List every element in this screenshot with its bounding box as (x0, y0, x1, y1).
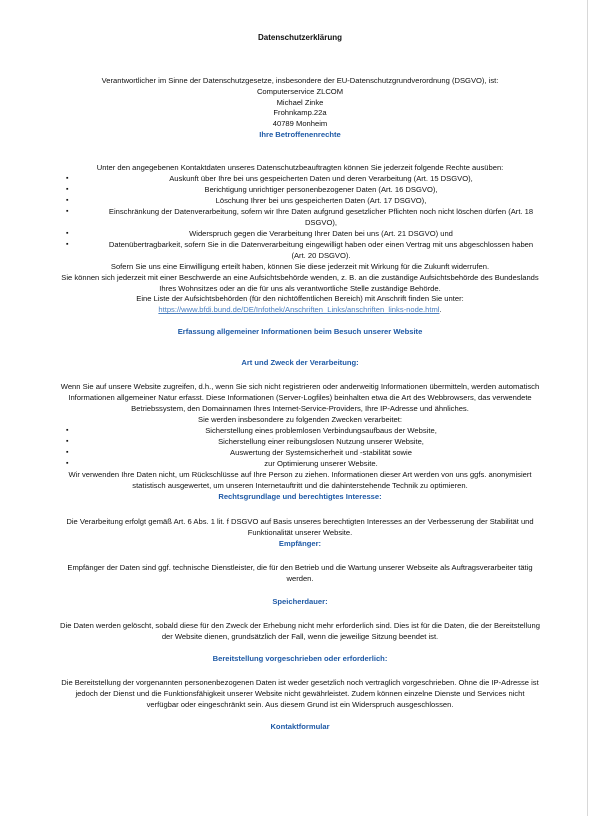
provision-heading: Bereitstellung vorgeschrieben oder erforderlich: (212, 654, 388, 663)
authority-list-text: Eine Liste der Aufsichtsbehörden (für den nichtöffentlichen Bereich) mit Anschrift finden Sie unter: https://www.bfdi.bund.de/DE/Infothek/Anschriften_Links/anschriften_links-node.html. (136, 294, 464, 315)
controller-lead: Verantwortlicher im Sinne der Datenschutzgesetze, insbesondere der EU-Datenschutzgrundverordnung (DSGVO), ist: (101, 76, 499, 85)
list-item: ▪ Datenübertragbarkeit, sofern Sie in die Datenverarbeitung eingewilligt haben oder einen Vertrag mit uns abgeschlossen haben (Art. 20 DSGVO). (66, 240, 534, 260)
storage-text: Die Daten werden gelöscht, sobald diese für den Zweck der Erhebung nicht mehr erforderlich sind. Dies ist für die Daten, die der Bereitstellung der Website dienen, grundsätzlich der Fall, wenn die jeweilige Sitzung beendet ist. (60, 621, 540, 641)
bullet-icon: ▪ (66, 438, 69, 445)
list-item: ▪ zur Optimierung unserer Website. (66, 459, 378, 468)
recipient-text: Empfänger der Daten sind ggf. technische Dienstleister, die für den Betrieb und die Wartung unserer Webseite als Auftragsverarbeiter tätig werden. (67, 563, 533, 583)
recipient-heading: Empfänger: (278, 539, 322, 548)
rights-footer (60, 262, 540, 316)
complaint-text: Sie können sich jederzeit mit einer Beschwerde an eine Aufsichtsbehörde wenden, z. B. an die zuständige Aufsichtsbehörde des Bundeslands Ihres Wohnsitzes oder an die für uns als verantwortliche Stelle zuständige Behörde. (61, 272, 539, 293)
rights-heading: Ihre Betroffenenrechte (259, 129, 341, 139)
authority-list-link[interactable]: https://www.bfdi.bund.de/DE/Infothek/Anschriften_Links/anschriften_links-node.html (158, 305, 440, 315)
bullet-icon: ▪ (66, 230, 69, 237)
rights-intro: Unter den angegebenen Kontaktdaten unseres Datenschutzbeauftragten können Sie jederzeit folgende Rechte ausüben: (96, 163, 504, 172)
controller-city: 40789 Monheim (272, 119, 328, 129)
storage-heading: Speicherdauer: (272, 597, 328, 606)
bullet-icon: ▪ (66, 208, 69, 215)
controller-block (60, 76, 540, 141)
list-item: ▪ Auswertung der Systemsicherheit und -stabilität sowie (66, 448, 412, 457)
list-item: ▪ Auskunft über Ihre bei uns gespeicherten Daten und deren Verarbeitung (Art. 15 DSGVO), (66, 174, 473, 183)
controller-street: Frohnkamp.22a (273, 108, 327, 118)
purpose-sub: Sie werden insbesondere zu folgenden Zwecken verarbeitet: (198, 415, 402, 424)
bullet-icon: ▪ (66, 197, 69, 204)
bullet-icon: ▪ (66, 449, 69, 456)
bullet-icon: ▪ (66, 186, 69, 193)
contact-heading: Kontaktformular (270, 722, 330, 731)
purpose-text: Wenn Sie auf unsere Website zugreifen, d.h., wenn Sie sich nicht registrieren oder anderweitig Informationen übermitteln, werden automatisch Informationen allgemeiner Natur erfasst. Diese Informationen (Server-Logfiles) beinhalten etwa die Art des Webbrowsers, das verwendete Betriebssystem, den Domainnamen Ihres Internet-Service-Providers, Ihre IP-Adresse und ähnliches. (60, 382, 540, 413)
bullet-icon: ▪ (66, 241, 69, 248)
controller-name: Michael Zinke (276, 97, 324, 107)
provision-text: Die Bereitstellung der vorgenannten personenbezogenen Daten ist weder gesetzlich noch vertraglich vorgeschrieben. Ohne die IP-Adresse ist jedoch der Dienst und die Funktionsfähigkeit unserer Website nicht gewährleistet. Zudem können einzelne Dienste und Services nicht verfügbar oder eingeschränkt sein. Aus diesem Grund ist ein Widerspruch ausgeschlossen. (61, 678, 539, 709)
bullet-icon: ▪ (66, 460, 69, 467)
purpose-heading: Art und Zweck der Verarbeitung: (241, 358, 359, 367)
page-title: Datenschutzerklärung (257, 33, 343, 42)
list-item: ▪ Löschung Ihrer bei uns gespeicherten Daten (Art. 17 DSGVO), (66, 196, 427, 205)
controller-company: Computerservice ZLCOM (256, 86, 344, 96)
list-item: ▪ Sicherstellung einer reibungslosen Nutzung unserer Website, (66, 437, 424, 446)
info-heading: Erfassung allgemeiner Informationen beim Besuch unserer Website (177, 327, 423, 336)
legal-heading: Rechtsgrundlage und berechtigtes Interesse: (218, 492, 382, 501)
list-item: ▪ Widerspruch gegen die Verarbeitung Ihrer Daten bei uns (Art. 21 DSGVO) und (66, 229, 453, 238)
bullet-icon: ▪ (66, 427, 69, 434)
bullet-icon: ▪ (66, 175, 69, 182)
list-item: ▪ Einschränkung der Datenverarbeitung, sofern wir Ihre Daten aufgrund gesetzlicher Pflichten noch nicht löschen dürfen (Art. 18 DSGVO), (66, 207, 534, 227)
list-item: ▪ Berichtigung unrichtiger personenbezogener Daten (Art. 16 DSGVO), (66, 185, 438, 194)
revoke-text: Sofern Sie uns eine Einwilligung erteilt haben, können Sie diese jederzeit mit Wirkung für die Zukunft widerrufen. (110, 262, 490, 271)
list-item: ▪ Sicherstellung eines problemlosen Verbindungsaufbaus der Website, (66, 426, 437, 435)
legal-text: Die Verarbeitung erfolgt gemäß Art. 6 Abs. 1 lit. f DSGVO auf Basis unseres berechtigten Interesses an der Verbesserung der Stabilität und Funktionalität unserer Website. (66, 517, 534, 537)
purpose-after: Wir verwenden Ihre Daten nicht, um Rückschlüsse auf Ihre Person zu ziehen. Informationen dieser Art werden von uns ggfs. anonymisiert statistisch ausgewertet, um unseren Internetauftritt und die dahinterstehende Technik zu optimieren. (68, 470, 532, 490)
